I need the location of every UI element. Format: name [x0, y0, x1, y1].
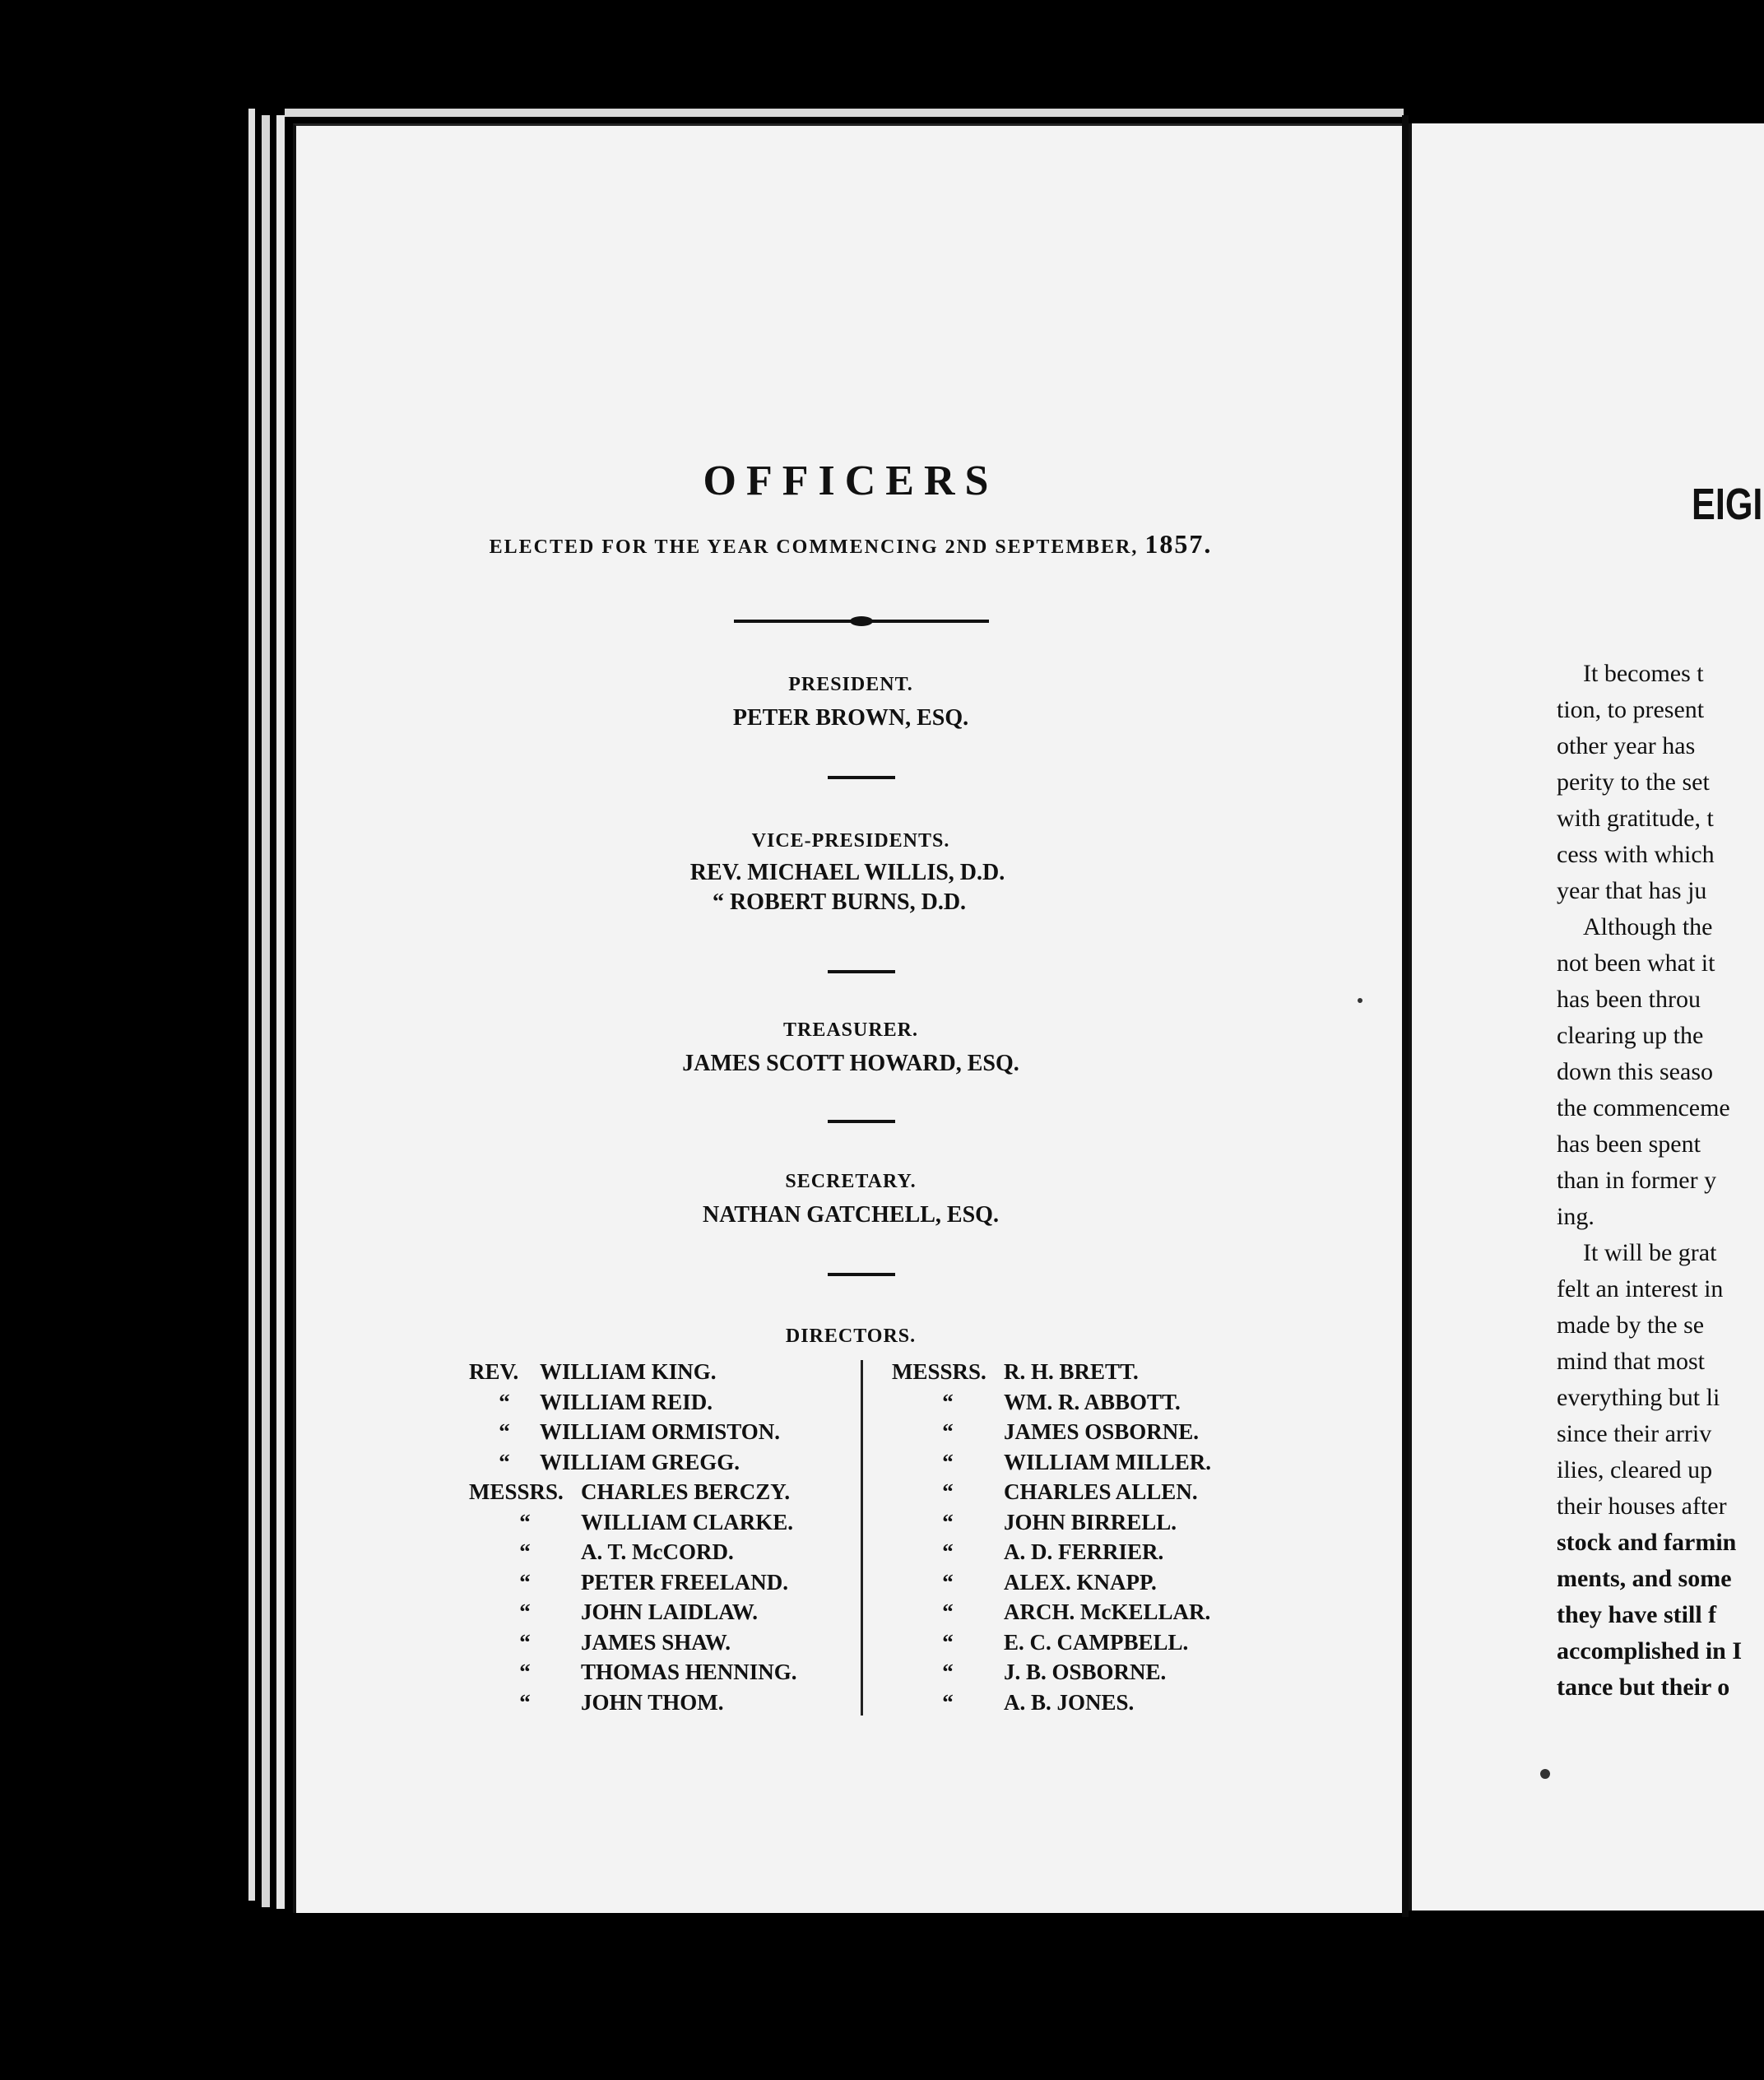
director-prefix: “ [942, 1629, 954, 1655]
section-rule [828, 970, 895, 973]
text-line: has been spent [1557, 1131, 1701, 1158]
director-name: ALEX. KNAPP. [1004, 1569, 1157, 1595]
text-line: with gratitude, t [1557, 805, 1714, 832]
director-name: WILLIAM GREGG. [540, 1449, 740, 1474]
text-line: made by the se [1557, 1312, 1705, 1339]
text-line: perity to the set [1557, 768, 1710, 796]
text-line: It will be grat [1583, 1239, 1717, 1266]
text-line: they have still f [1557, 1601, 1717, 1628]
director-prefix: “ [499, 1419, 510, 1444]
secretary-name: NATHAN GATCHELL, ESQ. [703, 1202, 999, 1228]
director-entry [892, 1657, 1211, 1688]
text-line: other year has [1557, 732, 1696, 759]
director-entry [892, 1567, 1211, 1598]
left-page [293, 123, 1405, 1913]
director-name: THOMAS HENNING. [581, 1660, 797, 1684]
director-entry [469, 1507, 797, 1538]
director-prefix: REV. [469, 1359, 519, 1384]
director-prefix: “ [499, 1389, 510, 1414]
text-line: since their arriv [1557, 1420, 1712, 1447]
president-heading: PRESIDENT. [788, 674, 913, 695]
director-name: WILLIAM MILLER. [1004, 1449, 1212, 1474]
text-line: their houses after [1557, 1493, 1727, 1520]
text-line: tion, to present [1557, 696, 1705, 723]
director-prefix: “ [942, 1660, 954, 1684]
director-entry [892, 1507, 1211, 1538]
director-name: JAMES OSBORNE. [1004, 1419, 1200, 1444]
director-name: WILLIAM KING. [540, 1359, 717, 1384]
vice-president-name: REV. MICHAEL WILLIS, D.D. [689, 860, 1005, 885]
director-name: ARCH. McKELLAR. [1004, 1599, 1211, 1624]
directors-right-column [892, 1357, 1211, 1717]
text-line: clearing up the [1557, 1022, 1704, 1049]
director-prefix: “ [519, 1629, 531, 1655]
director-prefix: “ [942, 1389, 954, 1414]
treasurer-name: JAMES SCOTT HOWARD, ESQ. [682, 1051, 1019, 1076]
right-page-heading: EIGI [1692, 480, 1763, 529]
director-name: A. T. McCORD. [581, 1539, 734, 1564]
text-line: ilies, cleared up [1557, 1456, 1713, 1483]
director-name: WILLIAM ORMISTON. [540, 1419, 781, 1444]
text-line: tance but their o [1557, 1674, 1730, 1701]
director-entry [892, 1597, 1211, 1627]
director-entry [469, 1357, 797, 1387]
director-prefix: “ [499, 1449, 510, 1474]
director-prefix: “ [942, 1539, 954, 1564]
director-name: JOHN THOM. [581, 1689, 724, 1715]
text-line: It becomes t [1583, 660, 1704, 687]
director-name: JOHN LAIDLAW. [581, 1599, 759, 1624]
director-name: A. D. FERRIER. [1004, 1539, 1164, 1564]
director-entry [469, 1417, 797, 1447]
director-entry [469, 1537, 797, 1567]
page-subtitle [296, 529, 1405, 559]
director-prefix: “ [519, 1569, 531, 1595]
director-name: JAMES SHAW. [581, 1629, 731, 1655]
vice-presidents-heading: VICE-PRESIDENTS. [751, 830, 950, 852]
director-entry [892, 1688, 1211, 1718]
vice-president-name: “ ROBERT BURNS, D.D. [712, 889, 967, 915]
president-name: PETER BROWN, ESQ. [732, 705, 969, 731]
director-prefix: “ [942, 1599, 954, 1624]
director-entry [469, 1387, 797, 1418]
director-entry [469, 1657, 797, 1688]
right-page [1409, 123, 1764, 1911]
director-entry [892, 1357, 1211, 1387]
director-prefix: MESSRS. [892, 1359, 986, 1384]
director-entry [892, 1627, 1211, 1658]
page-title: OFFICERS [703, 457, 999, 504]
director-entry [469, 1688, 797, 1718]
director-entry [469, 1567, 797, 1598]
secretary-heading: SECRETARY. [785, 1171, 917, 1192]
text-line: Although the [1583, 913, 1713, 940]
director-prefix: “ [942, 1509, 954, 1534]
book-gutter [1402, 115, 1409, 1917]
text-line: stock and farmin [1557, 1529, 1737, 1556]
print-speck [1358, 998, 1362, 1003]
director-entry [892, 1537, 1211, 1567]
director-entry [892, 1417, 1211, 1447]
director-prefix: “ [519, 1689, 531, 1715]
director-name: CHARLES ALLEN. [1004, 1479, 1198, 1504]
page-edge [248, 109, 255, 1901]
subtitle-text: ELECTED FOR THE YEAR COMMENCING 2ND SEPTEMBER, [489, 536, 1139, 558]
text-line: has been throu [1557, 986, 1701, 1013]
text-line: everything but li [1557, 1384, 1720, 1411]
director-prefix: “ [942, 1479, 954, 1504]
director-entry [892, 1447, 1211, 1478]
text-line: year that has ju [1557, 877, 1707, 904]
director-prefix: “ [519, 1599, 531, 1624]
text-line: than in former y [1557, 1167, 1717, 1194]
section-rule [828, 1273, 895, 1276]
text-line: felt an interest in [1557, 1275, 1724, 1302]
director-name: A. B. JONES. [1004, 1689, 1135, 1715]
director-name: WILLIAM REID. [540, 1389, 713, 1414]
director-entry [469, 1627, 797, 1658]
directors-heading: DIRECTORS. [785, 1326, 917, 1347]
director-name: WM. R. ABBOTT. [1004, 1389, 1181, 1414]
section-rule [828, 1120, 895, 1123]
treasurer-heading: TREASURER. [782, 1019, 919, 1041]
director-prefix: “ [519, 1509, 531, 1534]
director-prefix: “ [942, 1569, 954, 1595]
director-prefix: “ [519, 1539, 531, 1564]
director-name: CHARLES BERCZY. [581, 1479, 791, 1504]
director-prefix: “ [942, 1449, 954, 1474]
director-prefix: “ [519, 1660, 531, 1684]
director-prefix: “ [942, 1689, 954, 1715]
text-line: mind that most [1557, 1348, 1705, 1375]
director-prefix: MESSRS. [469, 1479, 564, 1504]
print-speck [1540, 1769, 1550, 1779]
text-line: ments, and some [1557, 1565, 1732, 1592]
text-line: not been what it [1557, 949, 1715, 977]
ornamental-rule [734, 616, 989, 626]
director-name: WILLIAM CLARKE. [581, 1509, 794, 1534]
director-entry [892, 1387, 1211, 1418]
text-line: accomplished in I [1557, 1637, 1743, 1664]
subtitle-year: 1857. [1144, 529, 1213, 559]
page-edge [276, 115, 285, 1909]
director-entry [469, 1477, 797, 1507]
text-line: ing. [1557, 1203, 1595, 1230]
director-entry [469, 1597, 797, 1627]
directors-left-column [469, 1357, 797, 1717]
section-rule [828, 776, 895, 779]
page-edge [262, 115, 270, 1907]
director-name: J. B. OSBORNE. [1004, 1660, 1167, 1684]
text-line: down this seaso [1557, 1058, 1713, 1085]
director-name: R. H. BRETT. [1004, 1359, 1139, 1384]
director-name: E. C. CAMPBELL. [1004, 1629, 1189, 1655]
director-name: JOHN BIRRELL. [1004, 1509, 1177, 1534]
text-line: the commenceme [1557, 1094, 1730, 1121]
director-entry [892, 1477, 1211, 1507]
column-divider [861, 1360, 863, 1716]
director-entry [469, 1447, 797, 1478]
page-edge-top [285, 109, 1404, 117]
director-name: PETER FREELAND. [581, 1569, 789, 1595]
text-line: cess with which [1557, 841, 1715, 868]
director-prefix: “ [942, 1419, 954, 1444]
